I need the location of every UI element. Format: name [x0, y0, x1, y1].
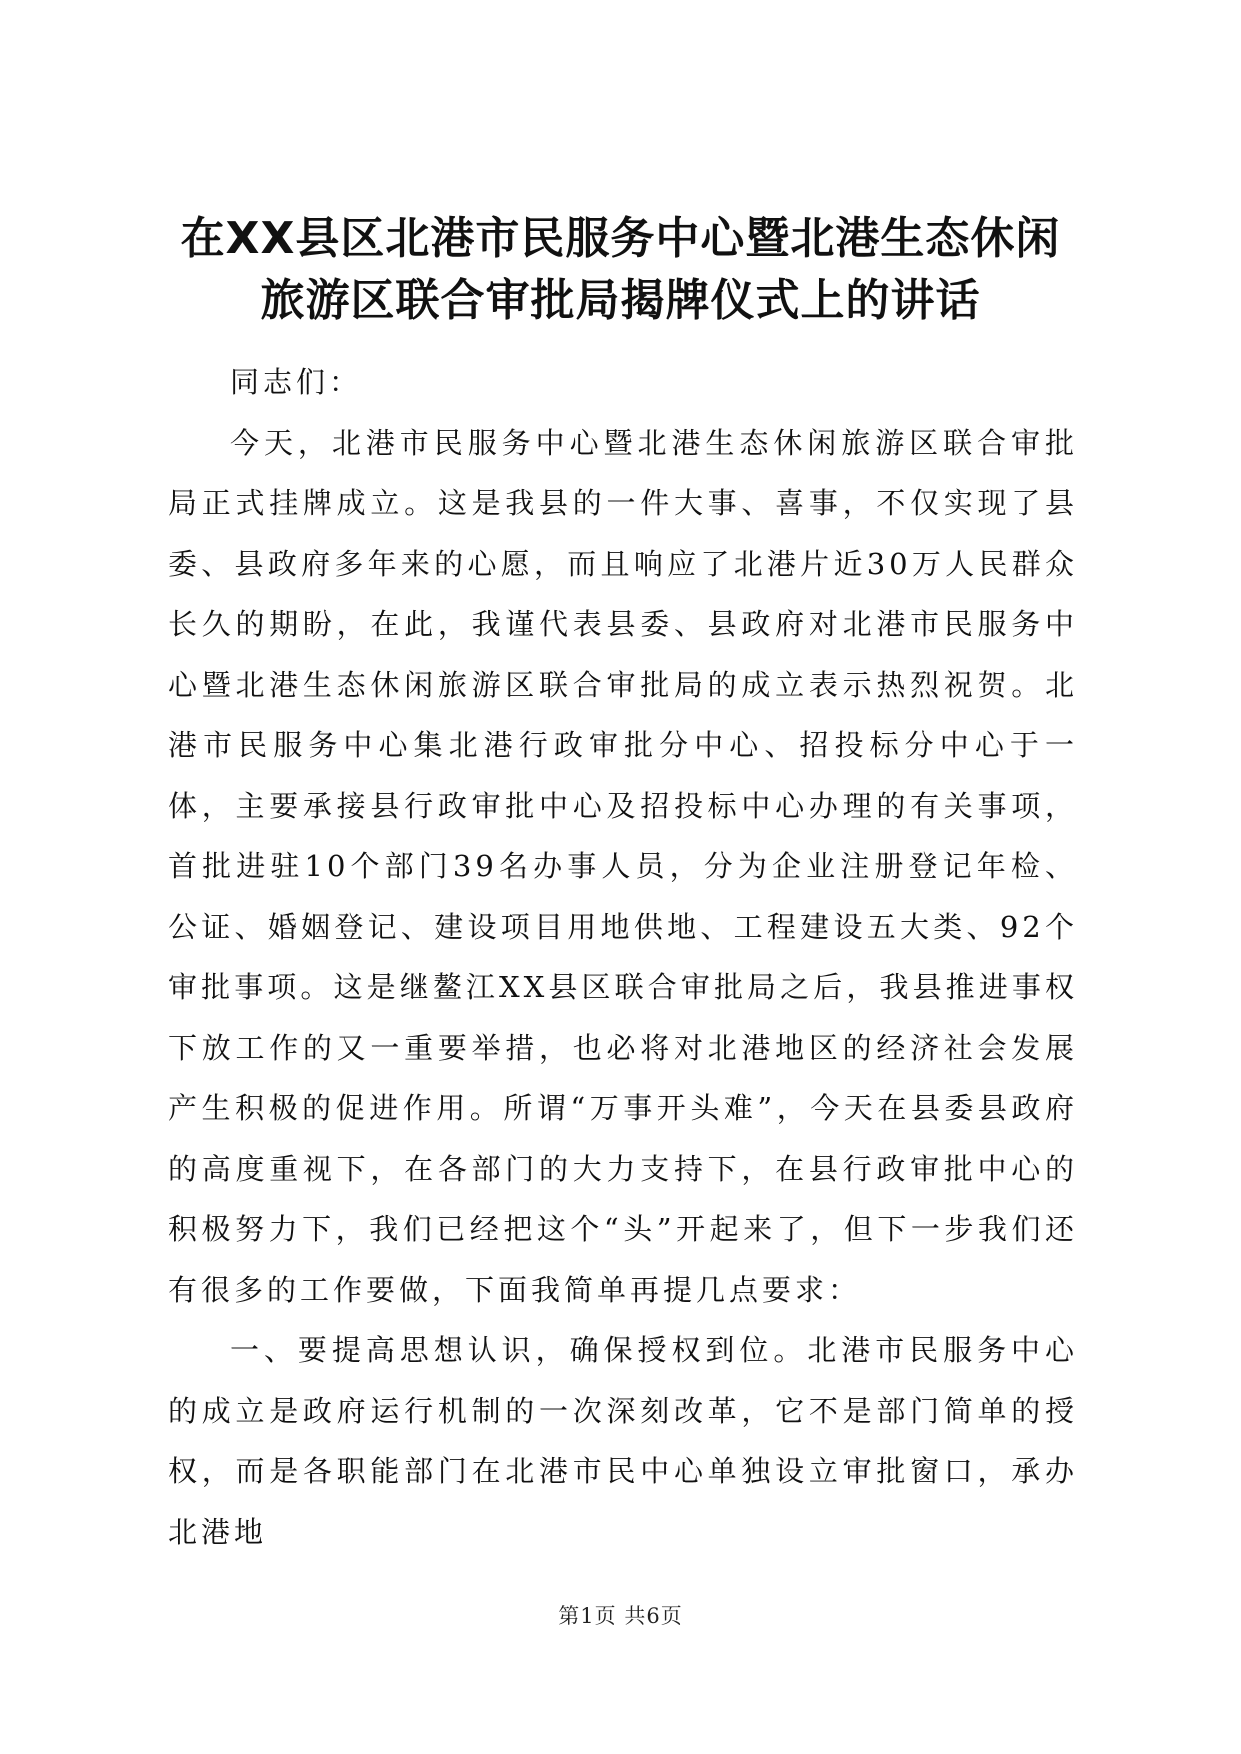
salutation: 同志们：: [230, 365, 363, 399]
title-line-1: 在XX县区北港市民服务中心暨北港生态休闲: [180, 213, 1061, 264]
title-line-2: 旅游区联合审批局揭牌仪式上的讲话: [260, 275, 981, 326]
paragraph-2: 一、要提高思想认识，确保授权到位。北港市民服务中心的成立是政府运行机制的一次深刻改革，它不是部门简单的授权，而是各职能部门在北港市民中心单独设立审批窗口，承办北港地: [168, 1333, 1078, 1549]
document-body: [168, 352, 1078, 1562]
document-title: [150, 208, 1091, 332]
page-number-footer: 第1页 共6页: [558, 1604, 683, 1628]
paragraph-1: 今天，北港市民服务中心暨北港生态休闲旅游区联合审批局正式挂牌成立。这是我县的一件大事、喜事，不仅实现了县委、县政府多年来的心愿，而且响应了北港片近30万人民群众长久的期盼，在此，我谨代表县委、县政府对北港市民服务中心暨北港生态休闲旅游区联合审批局的成立表示热烈祝贺。北港市民服务中心集北港行政审批分中心、招投标分中心于一体，主要承接县行政审批中心及招投标中心办理的有关事项，首批进驻10个部门39名办事人员，分为企业注册登记年检、公证、婚姻登记、建设项目用地供地、工程建设五大类、92个审批事项。这是继鳌江XX县区联合审批局之后，我县推进事权下放工作的又一重要举措，也必将对北港地区的经济社会发展产生积极的促进作用。所谓“万事开头难”，今天在县委县政府的高度重视下，在各部门的大力支持下，在县行政审批中心的积极努力下，我们已经把这个“头”开起来了，但下一步我们还有很多的工作要做，下面我简单再提几点要求：: [168, 425, 1078, 1307]
